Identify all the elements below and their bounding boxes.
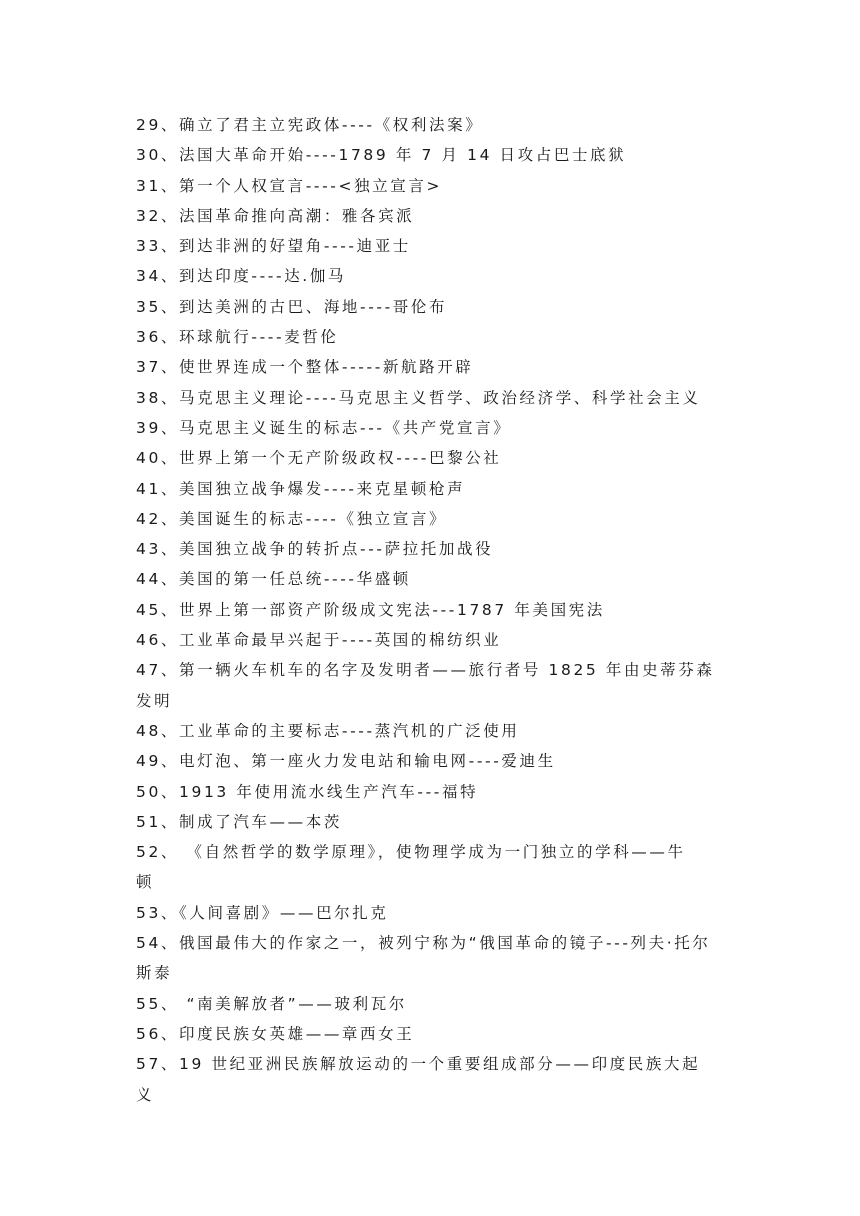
- text-line: 51、制成了汽车——本茨: [136, 812, 342, 831]
- text-line: 31、第一个人权宣言----<独立宣言>: [136, 176, 443, 195]
- text-line: 34、到达印度----达.伽马: [136, 267, 347, 286]
- text-line: 52、 《自然哲学的数学原理》，使物理学成为一门独立的学科——牛: [136, 843, 686, 862]
- text-line: 33、到达非洲的好望角----迪亚士: [136, 237, 411, 256]
- text-line: 37、使世界连成一个整体-----新航路开辟: [136, 358, 474, 377]
- text-line: 32、法国革命推向高潮：雅各宾派: [136, 206, 415, 225]
- text-line: 36、环球航行----麦哲伦: [136, 328, 339, 347]
- text-line: 57、19 世纪亚洲民族解放运动的一个重要组成部分——印度民族大起: [136, 1055, 701, 1074]
- text-line: 50、1913 年使用流水线生产汽车---福特: [136, 782, 479, 801]
- text-line: 顿: [136, 873, 155, 892]
- text-line: 41、美国独立战争爆发----来克星顿枪声: [136, 479, 466, 498]
- text-line: 发明: [136, 691, 173, 710]
- text-line: 48、工业革命的主要标志----蒸汽机的广泛使用: [136, 721, 520, 740]
- text-line: 斯泰: [136, 964, 173, 983]
- text-line: 35、到达美洲的古巴、海地----哥伦布: [136, 297, 448, 316]
- text-line: 56、印度民族女英雄——章西女王: [136, 1024, 415, 1043]
- text-line: 42、美国诞生的标志----《独立宣言》: [136, 509, 448, 528]
- text-line: 47、第一辆火车机车的名字及发明者——旅行者号 1825 年由史蒂芬森: [136, 661, 715, 680]
- text-line: 54、俄国最伟大的作家之一，被列宁称为“俄国革命的镜子---列夫·托尔: [136, 934, 711, 953]
- text-line: 38、马克思主义理论----马克思主义哲学、政治经济学、科学社会主义: [136, 388, 701, 407]
- text-line: 29、确立了君主立宪政体----《权利法案》: [136, 116, 484, 134]
- document-body: [136, 110, 726, 1110]
- text-line: 53、《人间喜剧》——巴尔扎克: [136, 903, 389, 922]
- text-line: 49、电灯泡、第一座火力发电站和输电网----爱迪生: [136, 752, 556, 771]
- text-line: 46、工业革命最早兴起于----英国的棉纺织业: [136, 631, 502, 650]
- text-line: 39、马克思主义诞生的标志---《共产党宣言》: [136, 418, 512, 437]
- text-line: 30、法国大革命开始----1789 年 7 月 14 日攻占巴士底狱: [136, 146, 627, 165]
- text-line: 义: [136, 1085, 155, 1104]
- text-line: 40、世界上第一个无产阶级政权----巴黎公社: [136, 449, 502, 468]
- text-line: 45、世界上第一部资产阶级成文宪法---1787 年美国宪法: [136, 600, 605, 619]
- text-line: 44、美国的第一任总统----华盛顿: [136, 570, 411, 589]
- text-line: 55、 “南美解放者”——玻利瓦尔: [136, 994, 407, 1013]
- text-line: 43、美国独立战争的转折点---萨拉托加战役: [136, 540, 494, 559]
